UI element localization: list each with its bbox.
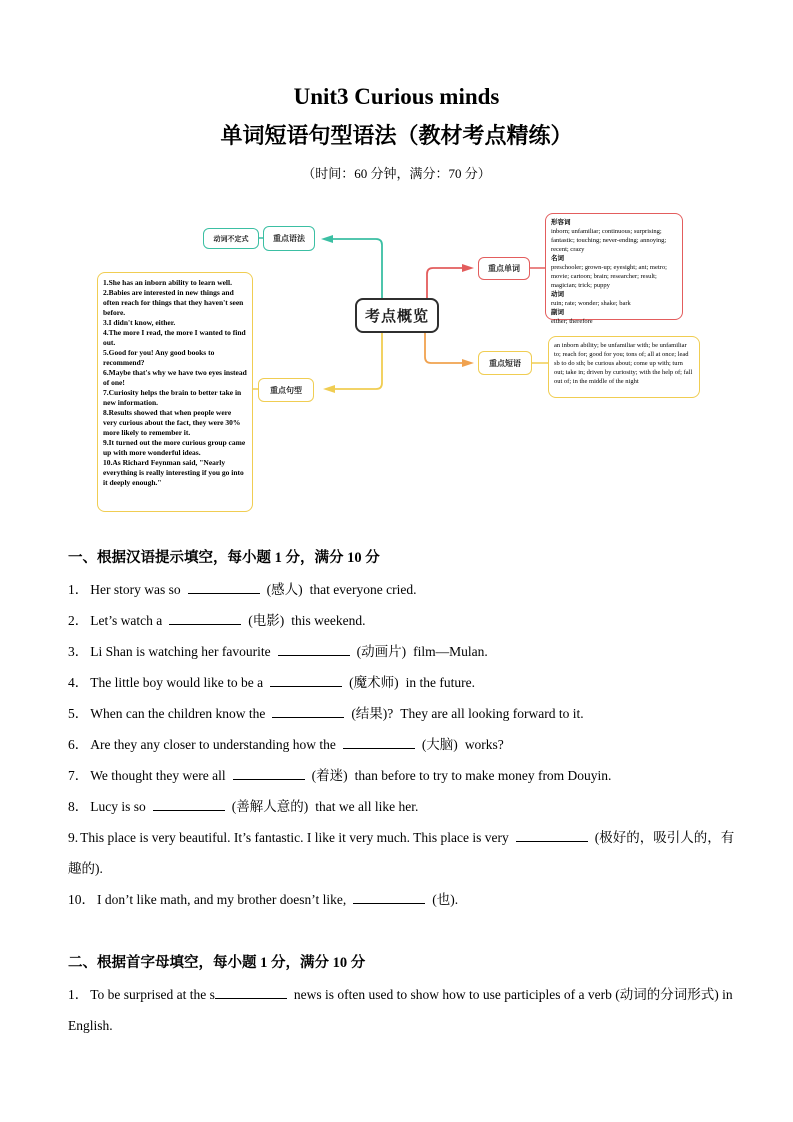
chinese-hint: (魔术师) xyxy=(349,675,399,690)
question-number: 10． xyxy=(68,892,95,907)
question-item-1 xyxy=(68,574,745,605)
sentence-line: 1.She has an inborn ability to learn well. xyxy=(103,278,232,287)
fill-in-blank[interactable] xyxy=(516,828,588,842)
chinese-hint: (着迷) xyxy=(311,768,348,783)
mindmap-node-phrases: 重点短语 xyxy=(478,351,532,375)
question-text: We thought they were all xyxy=(90,768,226,783)
question-text: film—Mulan. xyxy=(413,644,488,659)
section2-heading: 二、根据首字母填空，每小题 1 分，满分 10 分 xyxy=(68,955,366,971)
question-text: When can the children know the xyxy=(90,706,266,721)
question-text: To be surprised at the s xyxy=(90,987,215,1002)
section1-heading: 一、根据汉语提示填空，每小题 1 分，满分 10 分 xyxy=(68,550,380,566)
chinese-hint: (电影) xyxy=(248,613,285,628)
question-text: Her story was so xyxy=(90,582,181,597)
question-number: 6． xyxy=(68,737,89,752)
question-text: Are they any closer to understanding how the xyxy=(90,737,336,752)
concept-mindmap xyxy=(0,205,793,525)
part-of-speech-label: 形容词 xyxy=(551,219,571,226)
question-item-10 xyxy=(68,884,745,915)
question-text: in the future. xyxy=(405,675,475,690)
question-text: I don’t like math, and my brother doesn’t like, xyxy=(97,892,347,907)
question-number: 1． xyxy=(68,582,89,597)
word-list: preschooler; grown-up; eyesight; ant; metro; movie; cartoon; brain; researcher; result; magician; trick; puppy xyxy=(551,264,667,289)
word-group xyxy=(551,308,677,326)
question-item-6 xyxy=(68,729,745,760)
sentence-line: 3.I didn't know, either. xyxy=(103,318,176,327)
part-of-speech-label: 名词 xyxy=(551,255,564,262)
question-item-5 xyxy=(68,698,745,729)
question-text: news is often used to show how to use participles of a verb (动词的分词形式) in English. xyxy=(68,987,733,1033)
key-sentences-box xyxy=(97,272,253,512)
sentence-line: 6.Maybe that's why we have two eyes instead of one! xyxy=(103,368,247,387)
question-text: Li Shan is watching her favourite xyxy=(90,644,271,659)
question-number: 7． xyxy=(68,768,89,783)
question-item-7 xyxy=(68,760,745,791)
sentence-line: 4.The more I read, the more I wanted to find out. xyxy=(103,328,246,347)
exercise-area xyxy=(0,543,793,1041)
page-subtitle: 单词短语句型语法（教材考点精练） xyxy=(220,123,573,148)
question-item-s2-1 xyxy=(68,979,745,1041)
question-text: The little boy would like to be a xyxy=(90,675,264,690)
mindmap-center-node: 考点概览 xyxy=(355,298,439,333)
question-number: 5． xyxy=(68,706,89,721)
sentence-line: 10.As Richard Feynman said, "Nearly everything is really interesting if you go into it deeply enough." xyxy=(103,458,244,487)
arrow-right-icon xyxy=(462,359,474,367)
question-number: 4． xyxy=(68,675,89,690)
question-text: Lucy is so xyxy=(90,799,146,814)
question-text: They are all looking forward to it. xyxy=(400,706,584,721)
mindmap-node-patterns: 重点句型 xyxy=(258,378,314,402)
question-number: 8． xyxy=(68,799,89,814)
page-title: Unit3 Curious minds xyxy=(293,84,500,109)
sentence-line: 5.Good for you! Any good books to recommend? xyxy=(103,348,215,367)
arrow-right-icon xyxy=(462,264,474,272)
question-number: 2． xyxy=(68,613,89,628)
question-text: that everyone cried. xyxy=(309,582,417,597)
part-of-speech-label: 副词 xyxy=(551,309,564,316)
chinese-hint: (也). xyxy=(432,892,459,907)
question-item-3 xyxy=(68,636,745,667)
question-text: This place is very beautiful. It’s fantastic. I like it very much. This place is very xyxy=(80,830,509,845)
word-list: ruin; rate; wonder; shake; bark xyxy=(551,300,631,307)
word-group xyxy=(551,254,677,290)
mindmap-node-grammar: 重点语法 xyxy=(263,226,315,251)
chinese-hint: (结果)? xyxy=(351,706,394,721)
key-phrases-box: an inborn ability; be unfamiliar with; be unfamiliar to; reach for; good for you; tons of; all at once; lead sb to do sth; be curious about; come up with; turn out; take in; driven by curiosity; with the help of; fall out of; in the middle of the night xyxy=(548,336,700,398)
sentence-line: 9.It turned out the more curious group came up with more wonderful ideas. xyxy=(103,438,246,457)
part-of-speech-label: 动词 xyxy=(551,291,564,298)
sentence-line: 8.Results showed that when people were very curious about the fact, they were 30% more likely to remember it. xyxy=(103,408,241,437)
chinese-hint: (大脑) xyxy=(421,737,458,752)
word-group xyxy=(551,218,677,254)
fill-in-blank[interactable] xyxy=(215,985,287,999)
fill-in-blank[interactable] xyxy=(233,766,305,780)
word-list: either; therefore xyxy=(551,318,593,325)
word-list: inborn; unfamiliar; continuous; surprising; fantastic; touching; never-ending; annoying; recent; crazy xyxy=(551,228,667,253)
fill-in-blank[interactable] xyxy=(169,611,241,625)
key-words-box xyxy=(545,213,683,325)
question-item-8 xyxy=(68,791,745,822)
chinese-hint: (感人) xyxy=(266,582,303,597)
question-item-4 xyxy=(68,667,745,698)
fill-in-blank[interactable] xyxy=(188,580,260,594)
question-text: than before to try to make money from Douyin. xyxy=(354,768,612,783)
question-item-2 xyxy=(68,605,745,636)
fill-in-blank[interactable] xyxy=(353,890,425,904)
chinese-hint: (善解人意的) xyxy=(231,799,309,814)
mindmap-node-infinitive: 动词不定式 xyxy=(203,228,259,249)
question-text: this weekend. xyxy=(291,613,366,628)
question-text: works? xyxy=(464,737,504,752)
fill-in-blank[interactable] xyxy=(153,797,225,811)
fill-in-blank[interactable] xyxy=(272,704,344,718)
arrow-left-icon xyxy=(321,235,333,243)
time-score-meta: （时间：60 分钟，满分：70 分） xyxy=(302,166,491,181)
question-text: that we all like her. xyxy=(315,799,419,814)
chinese-hint: (极好的，吸引人的，有趣的). xyxy=(68,830,735,876)
question-number: 1． xyxy=(68,987,89,1002)
arrow-left-icon xyxy=(323,385,335,393)
fill-in-blank[interactable] xyxy=(270,673,342,687)
sentence-line: 7.Curiosity helps the brain to better take in new information. xyxy=(103,388,242,407)
word-group xyxy=(551,290,677,308)
fill-in-blank[interactable] xyxy=(278,642,350,656)
question-number: 3． xyxy=(68,644,89,659)
mindmap-node-words: 重点单词 xyxy=(478,257,530,280)
question-item-9 xyxy=(68,822,745,884)
question-number: 9. xyxy=(68,830,79,845)
question-text: Let’s watch a xyxy=(90,613,163,628)
chinese-hint: (动画片) xyxy=(356,644,407,659)
fill-in-blank[interactable] xyxy=(343,735,415,749)
sentence-line: 2.Babies are interested in new things and often reach for things that they haven't seen before. xyxy=(103,288,244,317)
